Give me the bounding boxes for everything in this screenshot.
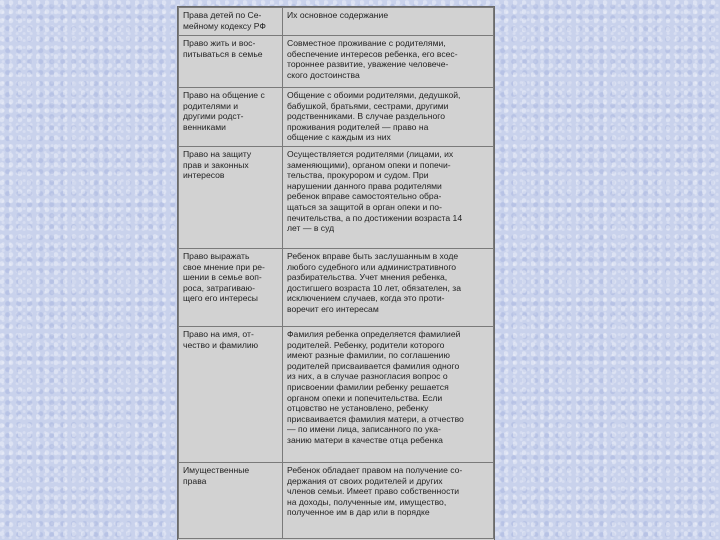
table-row <box>179 146 494 248</box>
row-content-cell: Совместное проживание с родителями, обеспечение интересов ребенка, его всес- тороннее развитие, уважение человече- ского достоинства <box>283 36 494 88</box>
header-rights: Права детей по Се- мейному кодексу РФ <box>179 8 283 36</box>
row-right-cell: Право на защиту прав и законных интересов <box>179 146 283 248</box>
row-content-cell: Фамилия ребенка определяется фамилией родителей. Ребенку, родители которого имеют разные фамилии, по соглашению родителей присваивается фамилия одного из них, а в случае разногласия вопрос о присвоении фамилии ребенку решается органом опеки и попечительства. Если отцовство не установлено, ребенку присваивается фамилия матери, а отчество — по имени лица, записанного по ука- занию матери в качестве отца ребенка <box>283 326 494 462</box>
header-content: Их основное содержание <box>283 8 494 36</box>
table-row <box>179 248 494 326</box>
row-content-cell: Общение с обоими родителями, дедушкой, бабушкой, братьями, сестрами, другими родственниками. В случае раздельного проживания родителей — право на общение с каждым из них <box>283 88 494 147</box>
table-header-row <box>179 8 494 36</box>
rights-table <box>177 6 495 540</box>
table-row <box>179 462 494 538</box>
rights-table-grid <box>178 7 494 539</box>
row-content-cell: Ребенок обладает правом на получение со- держания от своих родителей и других членов семьи. Имеет право собственности на доходы, полученные им, имущество, полученное им в дар или в порядке <box>283 462 494 538</box>
row-right-cell: Имущественные права <box>179 462 283 538</box>
row-content-cell: Осуществляется родителями (лицами, их заменяющими), органом опеки и попечи- тельства, прокурором и судом. При нарушении данного права родителями ребенок вправе самостоятельно обра- щаться за защитой в орган опеки и по- печительства, а по достижении возраста 14 лет — в суд <box>283 146 494 248</box>
table-row <box>179 36 494 88</box>
row-right-cell: Право выражать свое мнение при ре- шении в семье воп- роса, затрагиваю- щего его интересы <box>179 248 283 326</box>
table-row <box>179 326 494 462</box>
row-right-cell: Право жить и вос- питываться в семье <box>179 36 283 88</box>
row-right-cell: Право на имя, от- чество и фамилию <box>179 326 283 462</box>
row-right-cell: Право на общение с родителями и другими родст- венниками <box>179 88 283 147</box>
row-content-cell: Ребенок вправе быть заслушанным в ходе любого судебного или административного разбирательства. Учет мнения ребенка, достигшего возраста 10 лет, обязателен, за исключением случаев, когда это проти- воречит его интересам <box>283 248 494 326</box>
table-row <box>179 88 494 147</box>
